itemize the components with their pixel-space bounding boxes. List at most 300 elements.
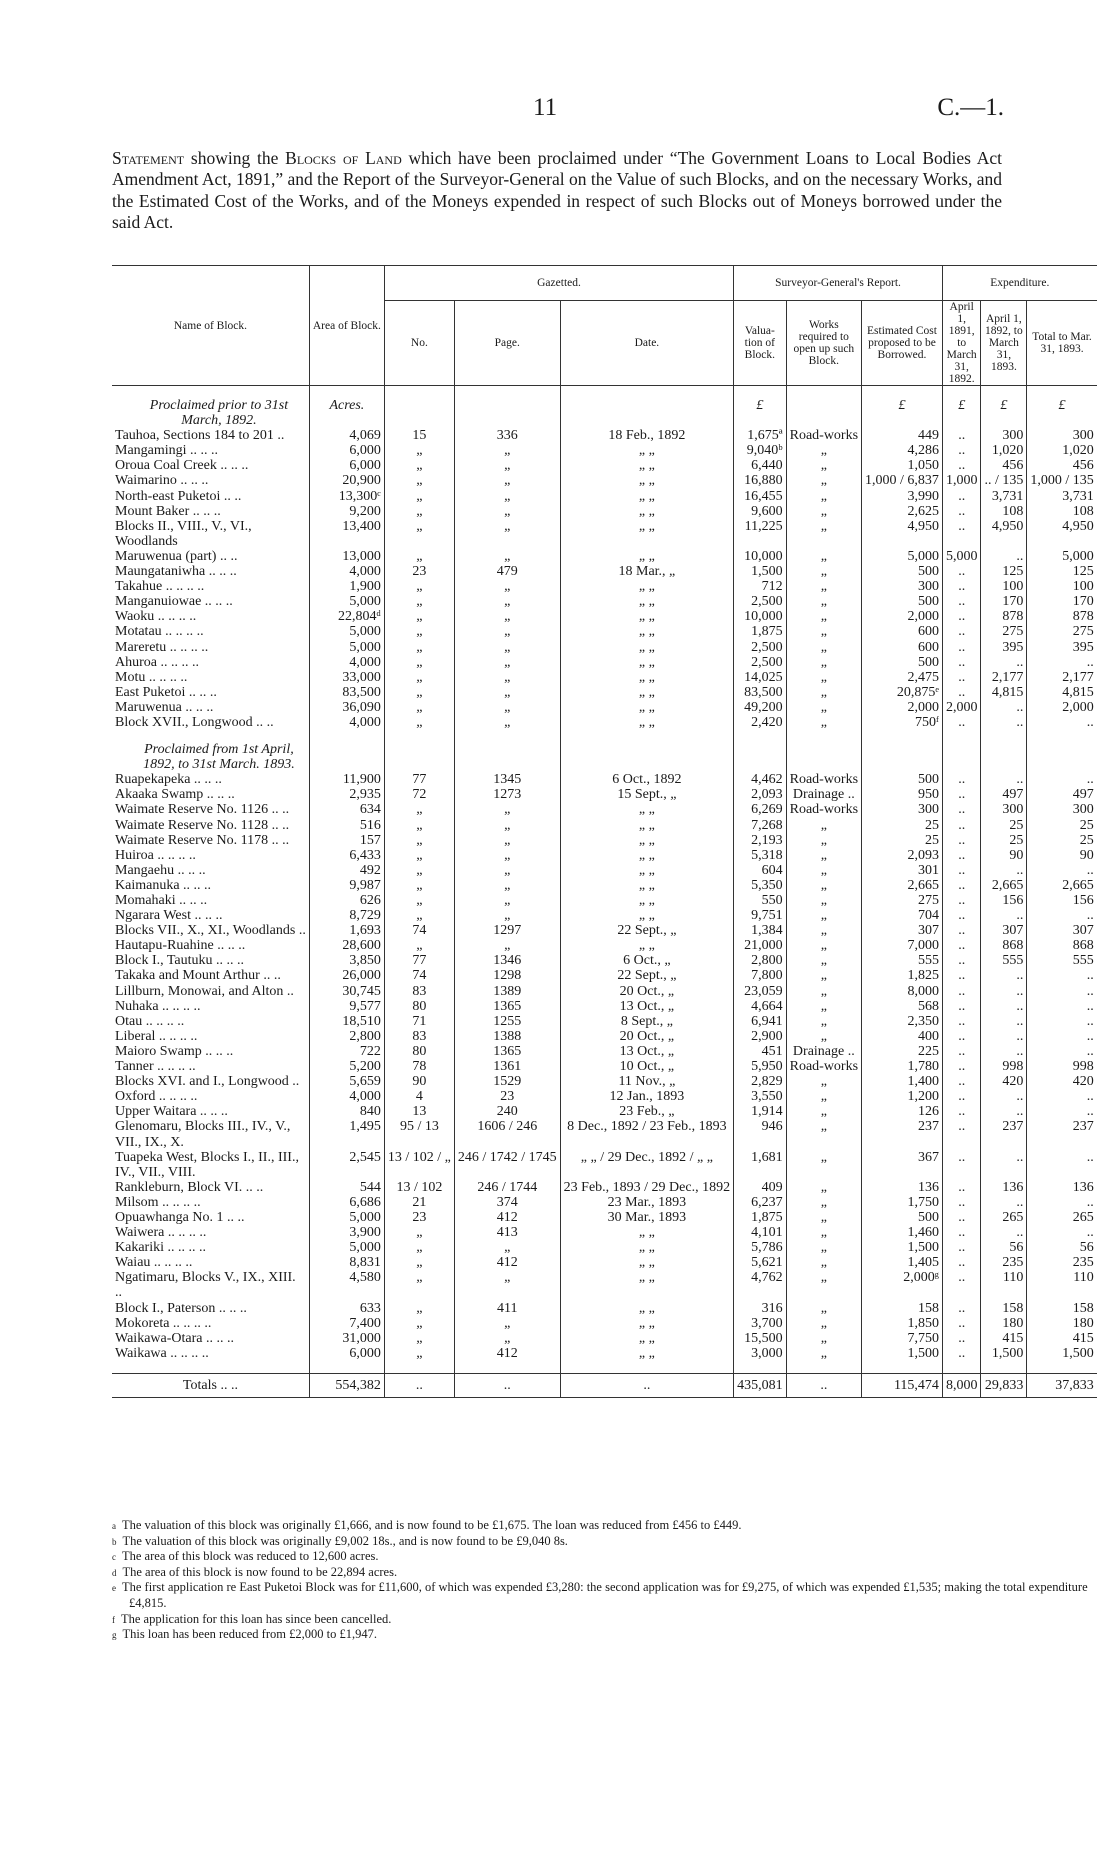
table-cell [786,398,861,428]
table-cell: „ [384,715,454,730]
table-cell: 25 [862,833,943,848]
table-cell: 4,000 [309,564,384,579]
table-cell: 420 [981,1074,1027,1089]
table-cell: Road-works [786,428,861,443]
table-cell: 722 [309,1044,384,1059]
statement-rest: which have been proclaimed under “The Government Loans to Local Bodies Act Amendment Act, 1891,” and the Report of the Surveyor-General on the Value of such Blocks, and on the necessary Works, and the Estimated Cost of the Works, and of the Moneys expended in respect of such Blocks out of Moneys borrowed under the said Act. [112,148,1003,233]
table-cell: .. [981,1089,1027,1104]
table-cell: 1255 [454,1014,560,1029]
table-cell: „ [454,458,560,473]
table-cell: 7,000 [862,938,943,953]
table-cell: 2,093 [734,787,787,802]
col-exp-1893: April 1, 1892, to March 31, 1893. [981,301,1027,386]
table-cell: 1,000 / 6,837 [862,473,943,488]
table-cell: „ [384,802,454,817]
table-cell: .. [981,1150,1027,1180]
footnote-mark: f [112,1614,115,1625]
table-cell: 136 [862,1180,943,1195]
table-cell: 90 [981,848,1027,863]
table-cell: 497 [981,787,1027,802]
table-cell: .. [942,1044,981,1059]
table-cell: „ [786,609,861,624]
table-cell: 1,400 [862,1074,943,1089]
table-cell: „ [384,1240,454,1255]
table-cell: 2,800 [309,1029,384,1044]
table-row [112,655,1097,670]
table-cell: „ [454,473,560,488]
table-cell: 78 [384,1059,454,1074]
table-cell: 1345 [454,772,560,787]
table-cell: 8,831 [309,1255,384,1270]
table-cell: „ [384,594,454,609]
table-cell: 1,000 / 135 [1027,473,1097,488]
table-cell: „ [454,908,560,923]
table-cell: „ [454,893,560,908]
footnote-mark: c [112,1552,116,1563]
table-cell: .. [942,1255,981,1270]
table-cell [454,398,560,428]
table-cell: 3,000 [734,1346,787,1361]
table-cell: 235 [1027,1255,1097,1270]
table-cell: 4,000 [309,715,384,730]
table-cell: „ [454,863,560,878]
table-cell: Blocks VII., X., XI., Woodlands .. [115,923,306,939]
table-cell: 10,000 [734,549,787,564]
table-cell: 246 / 1744 [454,1180,560,1195]
statement-of: of [342,148,359,168]
table-cell: .. [942,715,981,730]
table-cell: 4,580 [309,1270,384,1300]
table-cell: 6,000 [309,443,384,458]
table-cell: „ „ [560,549,733,564]
table-row [112,1059,1097,1074]
footnote-text: The first application re East Puketoi Block was for £11,600, of which was expended £3,280: the second application was for £9,275, of which was expended £1,535; making the total expenditure £4,815. [122,1580,1088,1610]
table-cell: 395 [1027,640,1097,655]
table-cell: .. [942,1225,981,1240]
table-cell: 411 [454,1301,560,1316]
table-cell: .. [981,968,1027,983]
statement-lead: Statement [112,148,185,168]
table-cell: Nuhaka .. .. .. .. [115,998,201,1014]
table-cell: 1,500 [862,1240,943,1255]
table-cell: 1365 [454,999,560,1014]
col-exp-1892: April 1, 1891, to March 31, 1892. [942,301,981,386]
table-cell: .. [942,564,981,579]
table-cell: 3,550 [734,1089,787,1104]
table-cell: 6,000 [309,458,384,473]
table-cell: 600 [862,640,943,655]
table-cell: 15,500 [734,1331,787,1346]
table-cell: .. [942,984,981,999]
table-cell: .. [1027,1104,1097,1119]
table-row [112,1119,1097,1149]
footnote-text: The application for this loan has since been cancelled. [121,1611,392,1626]
table-cell: „ [384,670,454,685]
table-cell: „ [786,984,861,999]
table-cell: 275 [981,624,1027,639]
table-cell: 500 [862,594,943,609]
table-cell: 108 [981,504,1027,519]
table-cell: „ [454,594,560,609]
table-cell: „ [786,1301,861,1316]
table-cell: Drainage .. [786,787,861,802]
table-row [112,564,1097,579]
table-cell: Maungataniwha .. .. .. [115,564,237,580]
table-cell: 634 [309,802,384,817]
table-cell: „ [384,609,454,624]
footnote [112,1549,1102,1565]
table-cell: 6,440 [734,458,787,473]
table-cell: 80 [384,1044,454,1059]
table-cell: .. [1027,715,1097,730]
table-cell: 10,000 [734,609,787,624]
table-cell: 415 [981,1331,1027,1346]
table-cell: 1,460 [862,1225,943,1240]
table-cell: „ [384,1331,454,1346]
table-row [112,594,1097,609]
table-row [112,1346,1097,1361]
table-cell: 13,300ᶜ [309,489,384,504]
table-cell: .. [1027,1195,1097,1210]
table-cell: .. [981,1104,1027,1119]
table-cell: 456 [981,458,1027,473]
table-cell: 1273 [454,787,560,802]
table-cell: .. [942,893,981,908]
table-cell: .. [1027,863,1097,878]
table-cell: 2,500 [734,640,787,655]
table-cell: .. [1027,968,1097,983]
table-cell: Waimate Reserve No. 1126 .. .. [115,802,290,818]
table-row [112,549,1097,564]
table-cell: 6 Oct., 1892 [560,772,733,787]
table-cell: „ [786,818,861,833]
table-cell: 550 [734,893,787,908]
table-row [112,968,1097,983]
table-cell: 2,665 [981,878,1027,893]
table-cell: 4,950 [862,519,943,549]
table-cell: 7,268 [734,818,787,833]
table-cell: 2,093 [862,848,943,863]
table-cell: 9,987 [309,878,384,893]
table-cell: 2,625 [862,504,943,519]
table-cell: „ „ [560,504,733,519]
table-cell: .. [942,1210,981,1225]
table-cell: 2,000 [862,700,943,715]
col-works: Works required to open up such Block. [786,301,861,386]
table-cell: 5,786 [734,1240,787,1255]
table-row [112,1104,1097,1119]
table-cell: 878 [1027,609,1097,624]
table-cell: 4,069 [309,428,384,443]
table-row [112,1301,1097,1316]
table-cell: .. [942,833,981,848]
table-cell: 3,850 [309,953,384,968]
table-cell: „ „ [560,624,733,639]
table-cell: „ [454,1331,560,1346]
table-cell: „ [786,715,861,730]
page-number: 11 [533,94,558,121]
table-cell: 300 [862,579,943,594]
table-cell: 2,350 [862,1014,943,1029]
table-cell: Opuawhanga No. 1 .. .. [115,1209,245,1225]
table-cell: „ [786,655,861,670]
table-cell: 301 [862,863,943,878]
table-cell: 3,900 [309,1225,384,1240]
table-cell: 18 Feb., 1892 [560,428,733,443]
table-cell: „ [786,564,861,579]
table-cell: 95 / 13 [384,1119,454,1149]
table-cell: Totals .. .. [112,1373,309,1397]
table-row [112,1255,1097,1270]
table-cell: 400 [862,1029,943,1044]
table-cell: 604 [734,863,787,878]
table-row [112,519,1097,549]
table-cell: .. [942,1195,981,1210]
table-cell: „ [786,549,861,564]
table-cell: 126 [862,1104,943,1119]
table-cell: .. [942,1240,981,1255]
table-cell: 156 [981,893,1027,908]
table-cell: 2,420 [734,715,787,730]
table-cell: Lillburn, Monowai, and Alton .. [115,983,294,999]
table-cell: 413 [454,1225,560,1240]
table-cell: „ [786,1180,861,1195]
table-cell: „ [786,1255,861,1270]
table-cell: Kakariki .. .. .. .. [115,1240,206,1256]
table-cell: „ „ [560,1255,733,1270]
footnote-mark: g [112,1630,117,1641]
table-cell: 6,269 [734,802,787,817]
table-cell: 83 [384,984,454,999]
table-cell: .. [981,772,1027,787]
table-cell: 1,675ª [734,428,787,443]
table-cell: „ [454,489,560,504]
table-cell: Waiwera .. .. .. .. [115,1225,207,1241]
table-row [112,999,1097,1014]
table-cell: „ [786,1316,861,1331]
footnote-mark: a [112,1521,116,1531]
footnote [112,1565,1102,1581]
table-cell: 265 [1027,1210,1097,1225]
table-cell: „ [454,1270,560,1300]
table-cell: 300 [981,428,1027,443]
table-cell: 750ᶠ [862,715,943,730]
table-row [112,1195,1097,1210]
table-cell: „ „ [560,1240,733,1255]
table-cell: „ „ [560,489,733,504]
table-cell: 237 [981,1119,1027,1149]
table-cell: 22,804ᵈ [309,609,384,624]
footnote-mark: e [112,1583,116,1594]
table-cell: 20,875ᵉ [862,685,943,700]
table-cell: 1,681 [734,1150,787,1180]
table-row [112,428,1097,443]
table-cell: 1298 [454,968,560,983]
table-cell: 100 [981,579,1027,594]
table-cell: .. [942,443,981,458]
table-cell: „ „ [560,579,733,594]
table-cell: 6,433 [309,848,384,863]
table-row [112,1225,1097,1240]
table-cell: „ „ [560,1225,733,1240]
table-cell: 23 [454,1089,560,1104]
table-cell: „ [384,443,454,458]
table-cell: Takaka and Mount Arthur .. .. [115,968,281,984]
table-cell: .. [1027,1044,1097,1059]
table-cell: Hautapu-Ruahine .. .. .. [115,938,246,954]
table-cell: 237 [1027,1119,1097,1149]
table-cell: Milsom .. .. .. .. [115,1194,201,1210]
table-cell: 23 Feb., 1893 / 29 Dec., 1892 [560,1180,733,1195]
table-cell: Otau .. .. .. .. [115,1013,185,1029]
table-cell: 25 [1027,818,1097,833]
table-cell: 11,225 [734,519,787,549]
table-cell: Drainage .. [786,1044,861,1059]
table-cell: 1,000 [942,473,981,488]
table-cell: .. [786,1373,861,1397]
table-cell: Blocks XVI. and I., Longwood .. [115,1074,300,1090]
table-row [112,923,1097,938]
table-cell: Waikawa-Otara .. .. .. [115,1330,234,1346]
table-cell: 600 [862,624,943,639]
table-cell: „ [384,655,454,670]
table-cell: 300 [1027,428,1097,443]
table-cell: .. [942,655,981,670]
table-cell: 5,000 [309,624,384,639]
table-cell: 158 [1027,1301,1097,1316]
table-cell: 16,880 [734,473,787,488]
table-row [112,1316,1097,1331]
table-cell: „ [454,1240,560,1255]
table-row [112,893,1097,908]
table-cell: 4,815 [981,685,1027,700]
table-cell: „ „ [560,878,733,893]
table-cell: 25 [981,818,1027,833]
table-cell: 22 Sept., „ [560,923,733,938]
table-cell: 5,200 [309,1059,384,1074]
table-cell: „ [384,863,454,878]
table-cell: „ [786,1240,861,1255]
table-cell: .. [942,458,981,473]
table-cell: 237 [862,1119,943,1149]
table-cell: 6,000 [309,1346,384,1361]
table-cell: „ [384,818,454,833]
table-cell: „ [454,670,560,685]
table-cell: 9,751 [734,908,787,923]
table-cell: 950 [862,787,943,802]
table-row [112,938,1097,953]
table-cell: 704 [862,908,943,923]
table-cell: 6 Oct., „ [560,953,733,968]
table-row [112,624,1097,639]
table-cell: „ „ [560,458,733,473]
table-cell: .. [981,863,1027,878]
table-cell: 2,000ᵍ [862,1270,943,1300]
table-cell: „ [786,833,861,848]
table-cell: 180 [1027,1316,1097,1331]
table-cell: .. [942,594,981,609]
table-cell: .. [942,923,981,938]
table-cell: 30 Mar., 1893 [560,1210,733,1225]
table-cell: 4,101 [734,1225,787,1240]
table-cell: .. [942,772,981,787]
table-cell: 415 [1027,1331,1097,1346]
table-cell: .. [560,1373,733,1397]
table-cell: 275 [862,893,943,908]
table-cell: 1,405 [862,1255,943,1270]
table-cell: 1389 [454,984,560,999]
table-cell: 1,384 [734,923,787,938]
table-cell: .. [942,1180,981,1195]
table-cell: „ [384,504,454,519]
table-cell: 946 [734,1119,787,1149]
table-cell: 336 [454,428,560,443]
table-cell: 307 [1027,923,1097,938]
table-cell: 555 [1027,953,1097,968]
table-cell: 74 [384,923,454,938]
table-cell: Mount Baker .. .. .. [115,503,221,519]
table-cell: Tanner .. .. .. .. [115,1059,196,1075]
table-cell: 18 Mar., „ [560,564,733,579]
table-cell: 1,875 [734,624,787,639]
table-cell: 100 [1027,579,1097,594]
table-cell: „ [454,878,560,893]
table-cell: Liberal .. .. .. .. [115,1028,198,1044]
table-cell: „ „ [560,893,733,908]
table-cell: 20 Oct., „ [560,1029,733,1044]
table-cell: 115,474 [862,1373,943,1397]
footnote-text: The area of this block was reduced to 12,600 acres. [122,1549,379,1564]
table-cell: 998 [981,1059,1027,1074]
table-cell: 497 [1027,787,1097,802]
table-cell: 300 [981,802,1027,817]
table-cell: „ „ [560,1270,733,1300]
table-cell: Glenomaru, Blocks III., IV., V., VII., IX., X. [115,1119,291,1150]
table-cell: 23 Mar., 1893 [560,1195,733,1210]
table-cell: Takahue .. .. .. .. [115,579,205,595]
table-cell: .. [942,1331,981,1346]
table-cell: „ „ [560,685,733,700]
table-cell: 5,000 [862,549,943,564]
table-cell: 170 [981,594,1027,609]
table-cell: .. [981,549,1027,564]
table-cell: .. [981,1225,1027,1240]
table-row [112,443,1097,458]
table-cell: 412 [454,1346,560,1361]
footnote [112,1518,1102,1534]
table-cell: 13,400 [309,519,384,549]
footnote [112,1612,1102,1628]
table-cell: 2,177 [1027,670,1097,685]
table-cell: Waimate Reserve No. 1178 .. .. [115,832,290,848]
table-cell: .. [942,999,981,1014]
table-cell: 49,200 [734,700,787,715]
table-row [112,1331,1097,1346]
table-cell: 5,000 [1027,549,1097,564]
table-cell: 868 [981,938,1027,953]
table-cell: „ „ [560,863,733,878]
table-cell: „ [786,1150,861,1180]
table-cell: 367 [862,1150,943,1180]
table-cell: .. [942,670,981,685]
table-cell: 23 [384,1210,454,1225]
table-cell: 300 [862,802,943,817]
table-cell: 170 [1027,594,1097,609]
table-row [112,489,1097,504]
table-cell: 1,693 [309,923,384,938]
table-cell: .. [942,908,981,923]
table-cell: „ [786,1225,861,1240]
